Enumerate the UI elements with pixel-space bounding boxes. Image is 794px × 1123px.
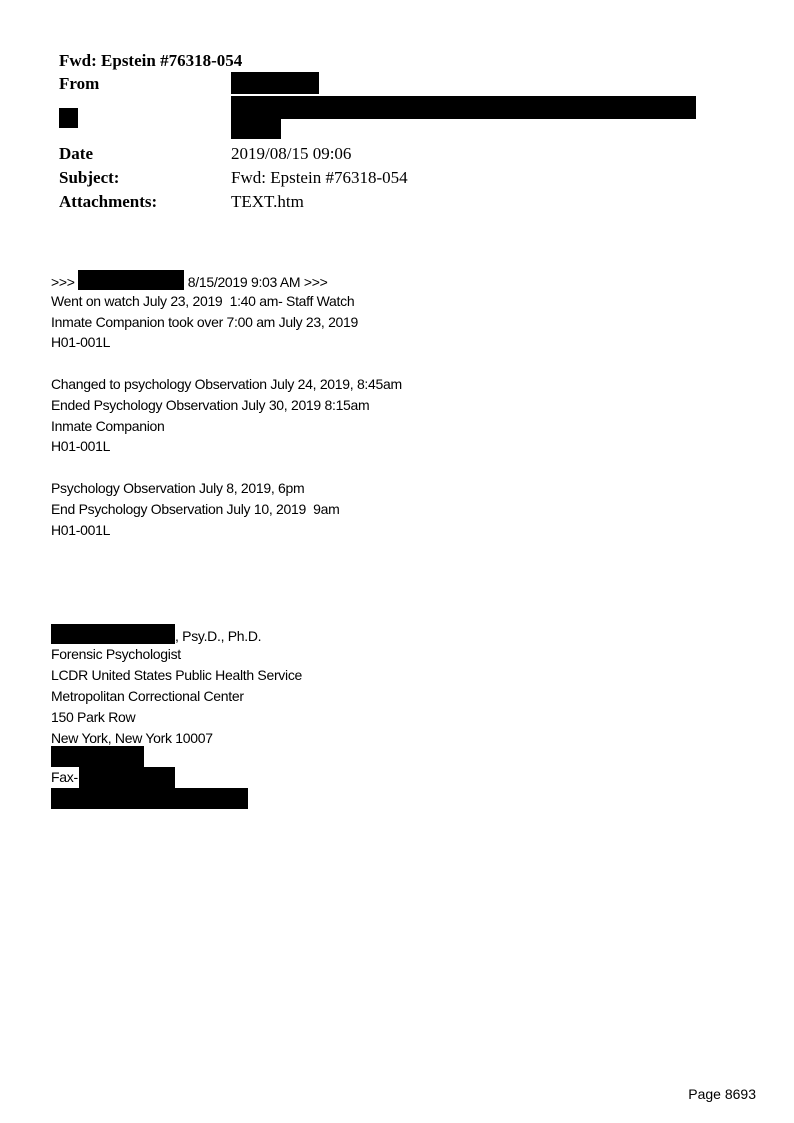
body-line: Inmate Companion bbox=[51, 417, 165, 434]
body-line: Went on watch July 23, 2019 1:40 am- Staff Watch bbox=[51, 292, 355, 309]
body-line: H01-001L bbox=[51, 438, 111, 455]
date-label: Date bbox=[59, 144, 93, 163]
fax-label: Fax- bbox=[51, 767, 79, 788]
signature-title: Forensic Psychologist bbox=[51, 646, 181, 663]
signature-name-line bbox=[51, 624, 751, 645]
redacted-recipient-label bbox=[59, 108, 78, 128]
forward-suffix: 8/15/2019 9:03 AM >>> bbox=[184, 274, 328, 290]
redacted-forwarder bbox=[78, 270, 184, 290]
body-line: H01-001L bbox=[51, 334, 111, 351]
redacted-phone bbox=[51, 746, 144, 767]
forward-line bbox=[51, 270, 751, 291]
signature-street: 150 Park Row bbox=[51, 708, 136, 725]
signature-facility: Metropolitan Correctional Center bbox=[51, 687, 244, 704]
signature-rank: LCDR United States Public Health Service bbox=[51, 667, 303, 684]
from-label: From bbox=[59, 74, 100, 93]
redacted-sender-address bbox=[231, 96, 696, 119]
redacted-signature-name bbox=[51, 624, 175, 644]
body-line: H01-001L bbox=[51, 521, 111, 538]
redacted-email bbox=[51, 788, 248, 809]
forward-prefix: >>> bbox=[51, 274, 79, 290]
signature-city: New York, New York 10007 bbox=[51, 729, 213, 746]
subject-label: Subject: bbox=[59, 168, 120, 187]
redacted-sender-name bbox=[231, 72, 319, 94]
body-line: Ended Psychology Observation July 30, 2019 8:15am bbox=[51, 396, 370, 413]
redacted-sender-address-cont bbox=[231, 119, 281, 139]
body-line: Inmate Companion took over 7:00 am July 23, 2019 bbox=[51, 313, 359, 330]
subject-value: Fwd: Epstein #76318-054 bbox=[231, 168, 408, 187]
email-body bbox=[51, 270, 751, 748]
attachment-link[interactable]: TEXT.htm bbox=[231, 192, 304, 211]
body-line: Changed to psychology Observation July 24, 2019, 8:45am bbox=[51, 375, 402, 392]
signature-credentials: , Psy.D., Ph.D. bbox=[175, 627, 262, 644]
body-line: End Psychology Observation July 10, 2019 9am bbox=[51, 500, 340, 517]
attachments-label: Attachments: bbox=[59, 192, 158, 211]
page-number: Page 8693 bbox=[688, 1086, 756, 1102]
date-value: 2019/08/15 09:06 bbox=[231, 144, 352, 163]
email-title: Fwd: Epstein #76318-054 bbox=[59, 51, 243, 70]
body-line: Psychology Observation July 8, 2019, 6pm bbox=[51, 479, 305, 496]
